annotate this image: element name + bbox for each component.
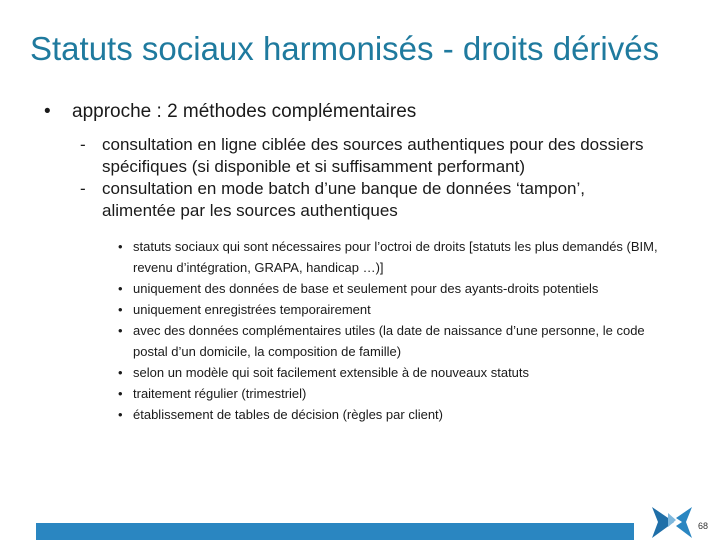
bullet-icon: • xyxy=(44,101,51,122)
sub-bullet-text: statuts sociaux qui sont nécessaires pour l’octroi de droits [statuts les plus demandés (BIM, revenu d’intégration, GRAPA, handicap …)] xyxy=(133,239,658,275)
sub-bullet-text: traitement régulier (trimestriel) xyxy=(133,386,307,401)
dash-item-text: consultation en mode batch d’une banque de données ‘tampon’, alimentée par les sources authentiques xyxy=(102,179,585,220)
bullet-icon: • xyxy=(118,407,123,422)
main-bullet-text: approche : 2 méthodes complémentaires xyxy=(72,101,417,122)
dash-item-text: consultation en ligne ciblée des sources authentiques pour des dossiers spécifiques (si disponible et si suffisamment performant) xyxy=(102,135,644,176)
slide-title: Statuts sociaux harmonisés - droits dérivés xyxy=(30,30,660,67)
dash-item xyxy=(80,178,650,222)
bullet-icon: • xyxy=(118,302,123,317)
sub-bullet-item xyxy=(118,236,678,278)
logo-shape-center xyxy=(668,513,676,527)
bullet-icon: • xyxy=(118,365,123,380)
bullet-icon: • xyxy=(118,386,123,401)
sub-bullet-text: uniquement enregistrées temporairement xyxy=(133,302,371,317)
sub-bullet-text: selon un modèle qui soit facilement extensible à de nouveaux statuts xyxy=(133,365,530,380)
sub-bullet-item xyxy=(118,278,678,299)
footer-bar xyxy=(36,523,634,540)
sub-bullet-text: uniquement des données de base et seulement pour des ayants-droits potentiels xyxy=(133,281,599,296)
bullet-icon: • xyxy=(118,281,123,296)
sub-bullet-text: avec des données complémentaires utiles (la date de naissance d’une personne, le code postal d’un domicile, la composition de famille) xyxy=(133,323,645,359)
sub-bullet-item xyxy=(118,383,678,404)
dash-icon: - xyxy=(80,135,86,154)
dash-icon: - xyxy=(80,179,86,198)
dash-list xyxy=(80,134,650,222)
sub-bullet-text: établissement de tables de décision (règles par client) xyxy=(133,407,444,422)
logo-icon xyxy=(652,505,692,540)
sub-bullet-item xyxy=(118,362,678,383)
sub-bullet-item xyxy=(118,320,678,362)
sub-bullet-item xyxy=(118,299,678,320)
bullet-icon: • xyxy=(118,323,123,338)
bullet-icon: • xyxy=(118,239,123,254)
logo-shape-right xyxy=(676,507,692,538)
page-number: 68 xyxy=(698,521,709,531)
sub-bullet-item xyxy=(118,404,678,425)
dash-item xyxy=(80,134,650,178)
sub-bullet-list xyxy=(118,236,678,425)
